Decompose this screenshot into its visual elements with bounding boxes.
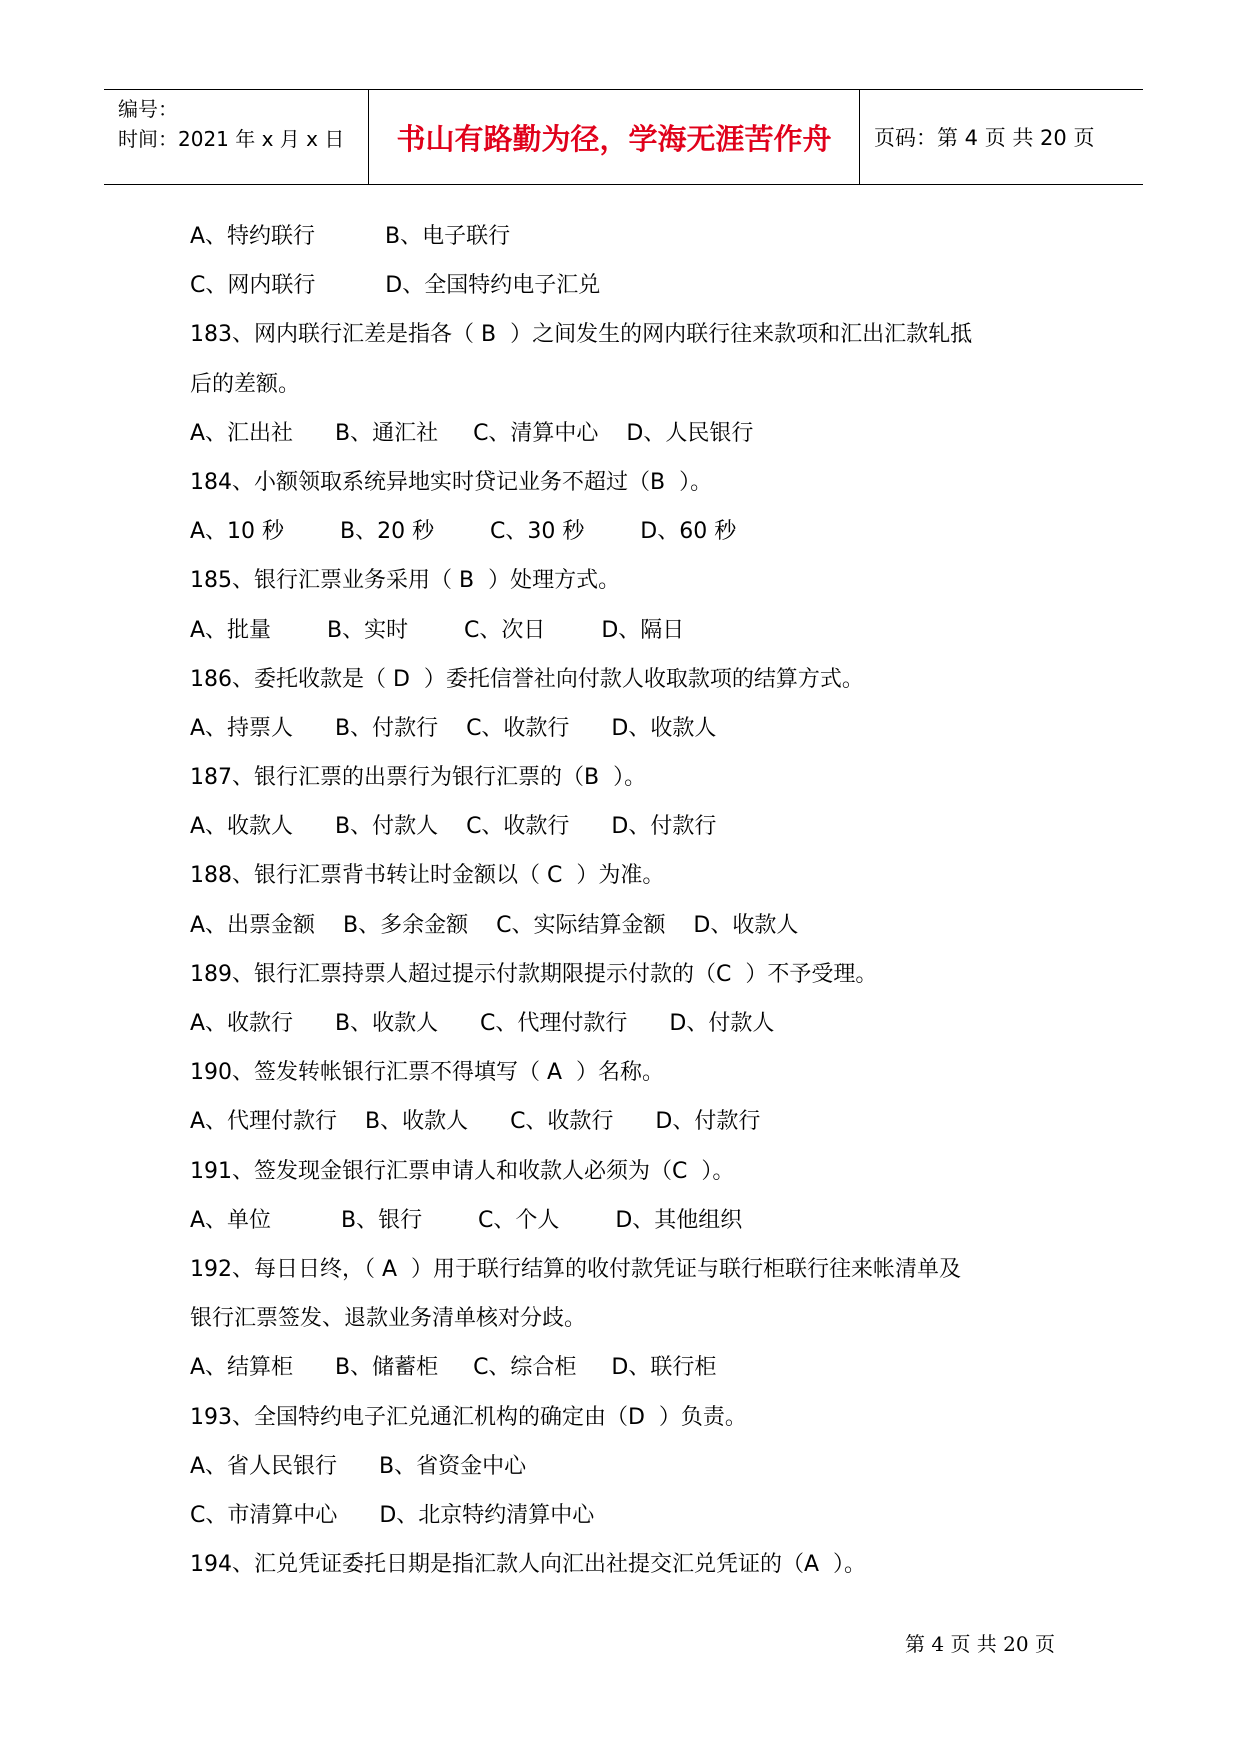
question-line: 188、银行汇票背书转让时金额以（ C ）为准。 (190, 863, 665, 889)
document-body (190, 212, 1090, 1589)
options-line: A、持票人 B、付款行 C、收款行 D、收款人 (190, 715, 717, 741)
page-footer: 第 4 页 共 20 页 (905, 1632, 1055, 1656)
text-line: 后的差额。 (190, 371, 301, 397)
question-line: 183、网内联行汇差是指各（ B ）之间发生的网内联行往来款项和汇出汇款轧抵 (190, 322, 973, 348)
question-line: 184、小额领取系统异地实时贷记业务不超过（B ）。 (190, 469, 713, 495)
question-line: 185、银行汇票业务采用（ B ）处理方式。 (190, 568, 621, 594)
options-line: A、收款行 B、收款人 C、代理付款行 D、付款人 (190, 1011, 775, 1036)
page-header (104, 89, 1143, 185)
text-line: A、特约联行 B、电子联行 (190, 224, 511, 249)
options-line: A、结算柜 B、储蓄柜 C、综合柜 D、联行柜 (190, 1355, 717, 1381)
options-line: A、代理付款行 B、收款人 C、收款行 D、付款行 (190, 1109, 761, 1135)
options-line: A、单位 B、银行 C、个人 D、其他组织 (190, 1207, 743, 1233)
header-page-label: 页码：第 4 页 共 20 页 (874, 126, 1095, 150)
question-line: 190、签发转帐银行汇票不得填写（ A ）名称。 (190, 1060, 665, 1086)
question-line: 189、银行汇票持票人超过提示付款期限提示付款的（C ）不予受理。 (190, 961, 878, 987)
question-line: 194、汇兑凭证委托日期是指汇款人向汇出社提交汇兑凭证的（A ）。 (190, 1552, 867, 1578)
question-line: 187、银行汇票的出票行为银行汇票的（B ）。 (190, 765, 647, 791)
text-line: C、网内联行 D、全国特约电子汇兑 (190, 273, 601, 299)
question-line: 191、签发现金银行汇票申请人和收款人必须为（C ）。 (190, 1158, 735, 1184)
options-line: C、市清算中心 D、北京特约清算中心 (190, 1502, 595, 1528)
options-line: A、收款人 B、付款人 C、收款行 D、付款行 (190, 814, 717, 840)
question-line: 192、每日日终，（ A ）用于联行结算的收付款凭证与联行柜联行往来帐清单及 (190, 1256, 962, 1282)
document-time-label: 时间：2021 年 x 月 x 日 (118, 127, 345, 151)
header-divider (859, 90, 860, 184)
text-line: 银行汇票签发、退款业务清单核对分歧。 (190, 1306, 587, 1332)
header-meta (118, 94, 344, 154)
header-motto: 书山有路勤为径，学海无涯苦作舟 (396, 121, 832, 156)
question-line: 193、全国特约电子汇兑通汇机构的确定由（D ）负责。 (190, 1404, 747, 1430)
options-line: A、批量 B、实时 C、次日 D、隔日 (190, 617, 685, 643)
document-number-label: 编号： (118, 97, 178, 121)
options-line: A、出票金额 B、多余金额 C、实际结算金额 D、收款人 (190, 912, 799, 938)
question-line: 186、委托收款是（ D ）委托信誉社向付款人收取款项的结算方式。 (190, 666, 864, 692)
options-line: A、10 秒 B、20 秒 C、30 秒 D、60 秒 (190, 519, 737, 545)
options-line: A、汇出社 B、通汇社 C、清算中心 D、人民银行 (190, 420, 754, 446)
options-line: A、省人民银行 B、省资金中心 (190, 1453, 527, 1479)
